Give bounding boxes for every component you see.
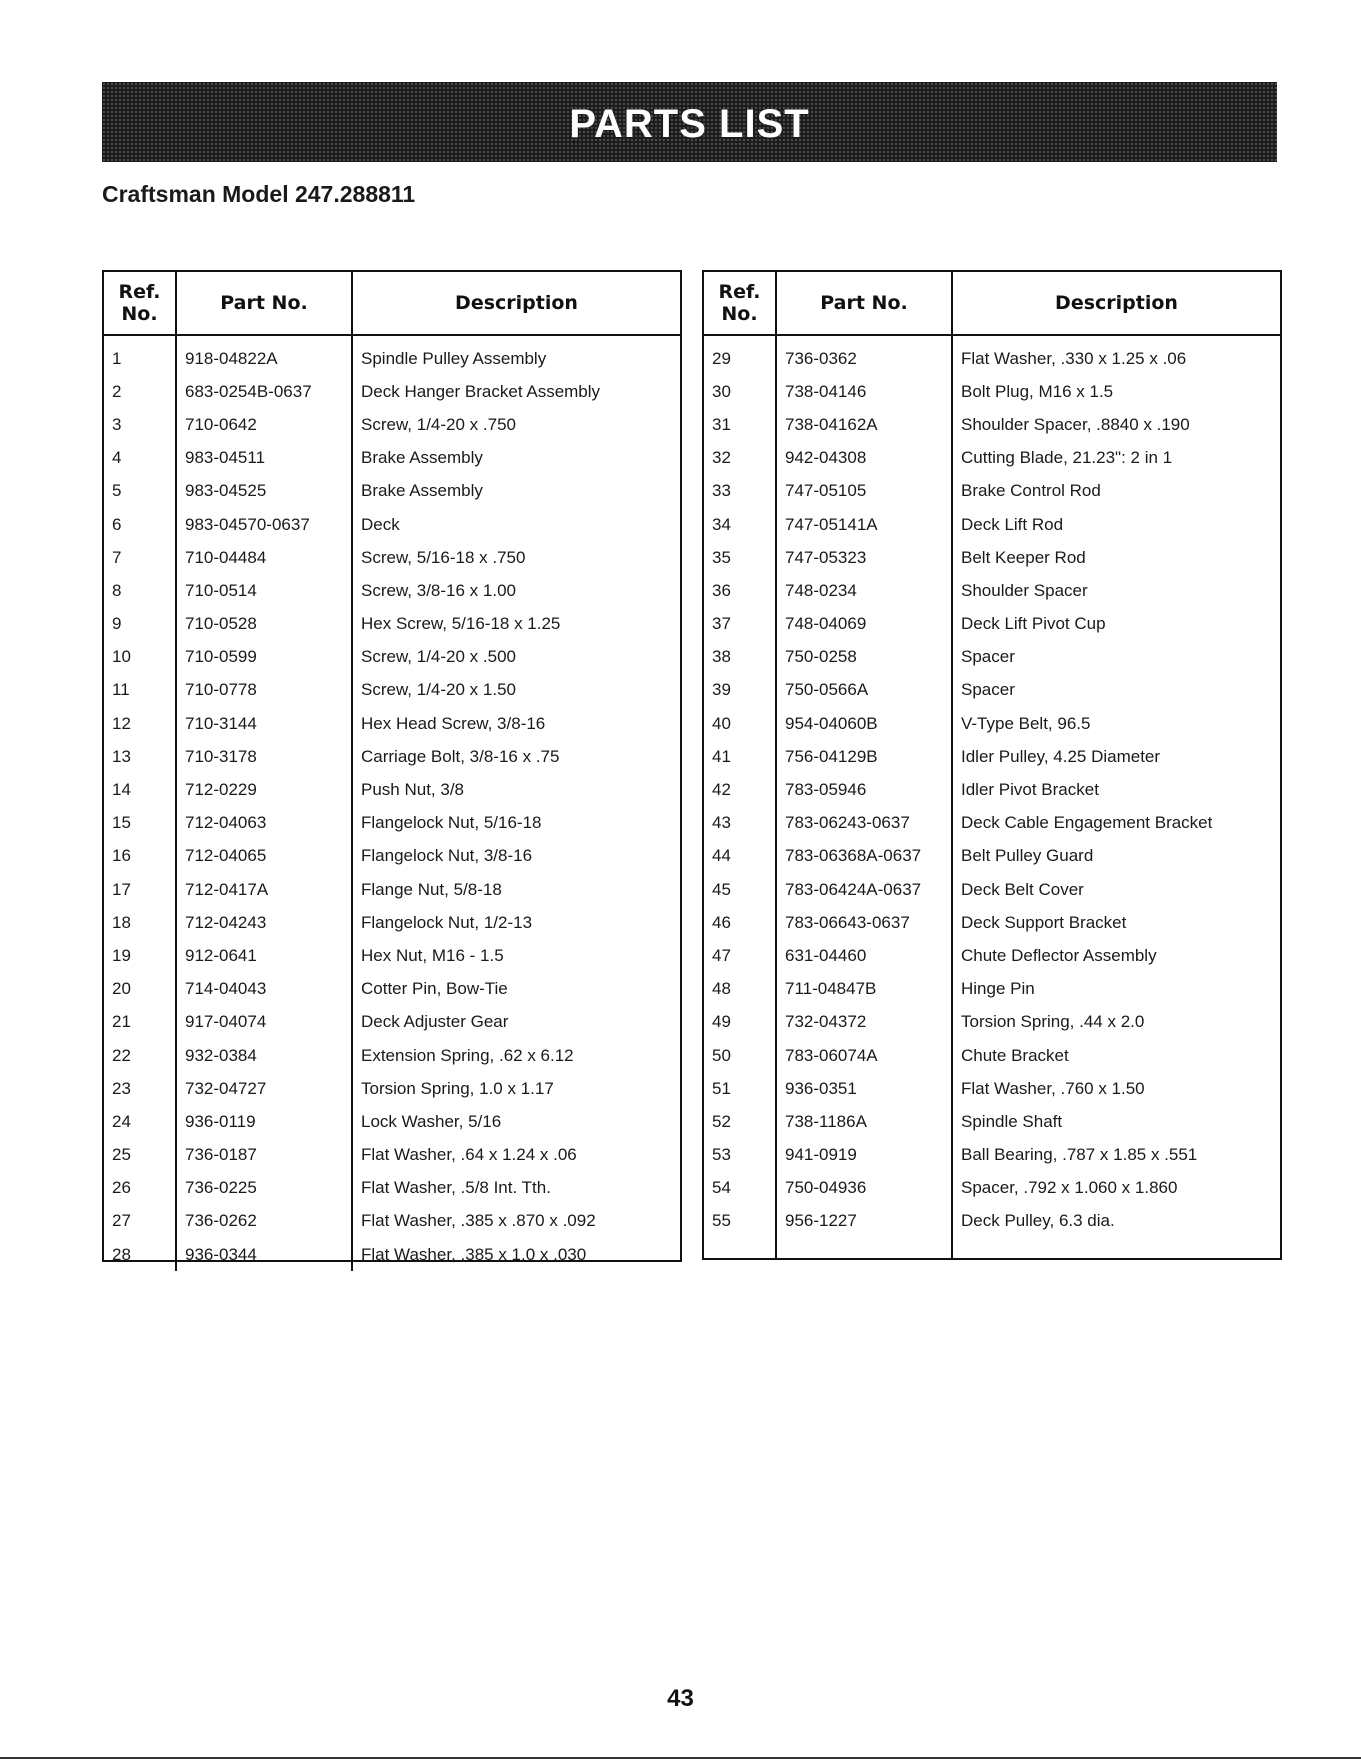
ref-no-cell: 46 [712,912,731,932]
table-row [704,408,1280,441]
ref-no-cell: 36 [712,580,731,600]
ref-no-cell: 42 [712,780,731,800]
part-no-cell: 712-0229 [176,773,352,806]
ref-no-cell: 21 [112,1012,131,1032]
table-row [704,1039,1280,1072]
description-cell: Flat Washer, .64 x 1.24 x .06 [352,1139,680,1172]
part-no-cell: 710-0599 [176,641,352,674]
part-no-cell: 710-0528 [176,608,352,641]
part-no-cell: 956-1227 [776,1205,952,1238]
part-no-cell: 912-0641 [176,939,352,972]
part-no-cell: 756-04129B [776,740,952,773]
ref-no-cell: 25 [112,1145,131,1165]
ref-no-cell: 29 [712,348,731,368]
part-no-cell: 710-3144 [176,707,352,740]
description-cell: Shoulder Spacer [952,574,1280,607]
table-row [104,475,680,508]
table-row [104,1238,680,1271]
description-cell: Flat Washer, .385 x 1.0 x .030 [352,1238,680,1271]
ref-no-cell: 19 [112,945,131,965]
part-no-cell: 732-04372 [776,1006,952,1039]
table-row [104,707,680,740]
table-row [104,608,680,641]
filler-cell [776,1238,952,1258]
part-no-cell: 983-04525 [176,475,352,508]
table-row [704,773,1280,806]
table-row [104,1072,680,1105]
ref-no-cell: 49 [712,1012,731,1032]
part-no-cell: 983-04511 [176,442,352,475]
ref-no-cell: 11 [112,680,130,700]
description-cell: Brake Control Rod [952,475,1280,508]
description-cell: Spindle Pulley Assembly [352,335,680,375]
ref-no-cell: 4 [112,448,122,468]
parts-table-right [702,270,1282,1260]
table-row [704,973,1280,1006]
description-cell: Deck Hanger Bracket Assembly [352,375,680,408]
table-row [704,641,1280,674]
part-no-cell: 712-0417A [176,873,352,906]
description-cell: Belt Pulley Guard [952,840,1280,873]
description-cell: Brake Assembly [352,475,680,508]
description-cell: Flat Washer, .760 x 1.50 [952,1072,1280,1105]
description-cell: Screw, 1/4-20 x .750 [352,408,680,441]
table-row [704,508,1280,541]
table-row [704,939,1280,972]
table-row [704,740,1280,773]
description-cell: Cotter Pin, Bow-Tie [352,973,680,1006]
part-no-cell: 710-0514 [176,574,352,607]
table-row [104,641,680,674]
table-row [104,973,680,1006]
part-no-cell: 736-0262 [176,1205,352,1238]
description-cell: Spacer [952,674,1280,707]
part-no-cell: 738-04146 [776,375,952,408]
part-no-cell: 736-0187 [176,1139,352,1172]
part-no-cell: 783-06424A-0637 [776,873,952,906]
ref-no-cell: 12 [112,713,131,733]
ref-no-cell: 17 [112,879,131,899]
description-cell: Screw, 3/8-16 x 1.00 [352,574,680,607]
table-row [704,840,1280,873]
part-no-cell: 783-06243-0637 [776,807,952,840]
page-title: PARTS LIST [569,101,810,146]
description-cell: Chute Deflector Assembly [952,939,1280,972]
ref-header-line1: Ref. [718,281,761,303]
part-no-cell: 932-0384 [176,1039,352,1072]
ref-no-cell: 27 [112,1211,131,1231]
table-row [104,375,680,408]
table-row [104,442,680,475]
description-cell: Deck Cable Engagement Bracket [952,807,1280,840]
table-row [104,508,680,541]
part-no-cell: 936-0344 [176,1238,352,1271]
table-row [104,1006,680,1039]
table-row [704,442,1280,475]
ref-no-cell: 51 [712,1078,731,1098]
ref-no-cell: 20 [112,979,131,999]
ref-no-cell: 35 [712,547,731,567]
table-row [104,807,680,840]
part-no-cell: 683-0254B-0637 [176,375,352,408]
ref-no-cell: 6 [112,514,122,534]
ref-no-cell: 23 [112,1078,131,1098]
description-cell: Push Nut, 3/8 [352,773,680,806]
ref-no-cell: 43 [712,813,731,833]
part-no-cell: 917-04074 [176,1006,352,1039]
description-cell: Flange Nut, 5/8-18 [352,873,680,906]
table-row [104,906,680,939]
description-cell: Ball Bearing, .787 x 1.85 x .551 [952,1139,1280,1172]
part-no-cell: 936-0351 [776,1072,952,1105]
part-no-cell: 783-06368A-0637 [776,840,952,873]
ref-no-cell: 15 [112,813,131,833]
description-cell: Deck Support Bracket [952,906,1280,939]
ref-no-cell: 3 [112,414,122,434]
ref-header-line2: No. [121,303,158,325]
description-cell: Flat Washer, .385 x .870 x .092 [352,1205,680,1238]
table-row [704,335,1280,375]
ref-no-cell: 32 [712,448,731,468]
ref-no-cell: 14 [112,780,131,800]
table-row [704,1139,1280,1172]
part-no-cell: 747-05323 [776,541,952,574]
table-row [704,375,1280,408]
part-no-cell: 712-04063 [176,807,352,840]
part-no-cell: 738-1186A [776,1105,952,1138]
description-cell: Deck Belt Cover [952,873,1280,906]
description-cell: Bolt Plug, M16 x 1.5 [952,375,1280,408]
table-row [704,906,1280,939]
table-row [704,1172,1280,1205]
ref-no-cell: 28 [112,1244,131,1264]
ref-no-cell: 38 [712,647,731,667]
table-row [104,939,680,972]
ref-no-cell: 54 [712,1178,731,1198]
table-row [104,574,680,607]
ref-no-cell: 7 [112,547,122,567]
table-row [104,840,680,873]
description-cell: Chute Bracket [952,1039,1280,1072]
ref-no-cell: 40 [712,713,731,733]
description-cell: Screw, 1/4-20 x 1.50 [352,674,680,707]
table-row [704,475,1280,508]
part-no-cell: 750-04936 [776,1172,952,1205]
table-row [704,574,1280,607]
description-cell: Lock Washer, 5/16 [352,1105,680,1138]
part-no-cell: 983-04570-0637 [176,508,352,541]
description-cell: Idler Pivot Bracket [952,773,1280,806]
table-row [704,1072,1280,1105]
table-row [704,807,1280,840]
table-row [104,1039,680,1072]
ref-no-cell: 10 [112,647,131,667]
ref-no-cell: 44 [712,846,731,866]
description-cell: Deck Lift Pivot Cup [952,608,1280,641]
description-cell: Spindle Shaft [952,1105,1280,1138]
table-row [704,674,1280,707]
part-no-cell: 736-0225 [176,1172,352,1205]
part-no-cell: 783-06643-0637 [776,906,952,939]
part-no-cell: 710-0642 [176,408,352,441]
bottom-rule [0,1757,1361,1759]
table-header-row [104,272,680,335]
table-row [704,707,1280,740]
part-no-cell: 748-0234 [776,574,952,607]
ref-no-cell: 53 [712,1145,731,1165]
ref-header-line2: No. [721,303,758,325]
description-cell: Screw, 1/4-20 x .500 [352,641,680,674]
description-cell: Hex Nut, M16 - 1.5 [352,939,680,972]
part-no-cell: 712-04243 [176,906,352,939]
table-row [704,1205,1280,1238]
filler-cell [704,1238,776,1258]
ref-no-cell: 33 [712,481,731,501]
part-no-cell: 783-05946 [776,773,952,806]
description-cell: Spacer, .792 x 1.060 x 1.860 [952,1172,1280,1205]
part-no-cell: 747-05105 [776,475,952,508]
table-row [104,873,680,906]
ref-no-cell: 13 [112,746,131,766]
table-row [704,1006,1280,1039]
description-cell: Flangelock Nut, 3/8-16 [352,840,680,873]
description-cell: Shoulder Spacer, .8840 x .190 [952,408,1280,441]
description-cell: Deck Pulley, 6.3 dia. [952,1205,1280,1238]
ref-no-cell: 30 [712,381,731,401]
header-banner [102,82,1277,162]
ref-no-cell: 16 [112,846,131,866]
ref-no-cell: 31 [712,414,731,434]
part-no-cell: 711-04847B [776,973,952,1006]
part-no-cell: 710-04484 [176,541,352,574]
part-no-cell: 954-04060B [776,707,952,740]
part-no-cell: 747-05141A [776,508,952,541]
part-no-header: Part No. [776,272,952,335]
description-cell: Extension Spring, .62 x 6.12 [352,1039,680,1072]
part-no-cell: 736-0362 [776,335,952,375]
description-cell: Brake Assembly [352,442,680,475]
ref-no-cell: 9 [112,614,122,634]
table-row [704,608,1280,641]
table-row [104,1139,680,1172]
ref-no-cell: 24 [112,1111,131,1131]
description-cell: Spacer [952,641,1280,674]
part-no-cell: 732-04727 [176,1072,352,1105]
part-no-cell: 710-3178 [176,740,352,773]
filler-cell [952,1238,1280,1258]
table-row [104,773,680,806]
table-row [104,1105,680,1138]
part-no-cell: 712-04065 [176,840,352,873]
description-cell: Hex Screw, 5/16-18 x 1.25 [352,608,680,641]
table-row [104,674,680,707]
part-no-cell: 738-04162A [776,408,952,441]
ref-no-cell: 50 [712,1045,731,1065]
description-cell: Screw, 5/16-18 x .750 [352,541,680,574]
part-no-cell: 748-04069 [776,608,952,641]
part-no-cell: 936-0119 [176,1105,352,1138]
part-no-cell: 918-04822A [176,335,352,375]
description-cell: Flangelock Nut, 5/16-18 [352,807,680,840]
part-no-cell: 942-04308 [776,442,952,475]
ref-no-cell: 1 [112,348,122,368]
ref-no-cell: 5 [112,481,122,501]
part-no-cell: 631-04460 [776,939,952,972]
description-cell: Deck Adjuster Gear [352,1006,680,1039]
ref-no-cell: 39 [712,680,731,700]
table-row [104,408,680,441]
description-cell: Torsion Spring, 1.0 x 1.17 [352,1072,680,1105]
description-cell: Belt Keeper Rod [952,541,1280,574]
ref-no-cell: 48 [712,979,731,999]
table-filler-row [704,1238,1280,1258]
ref-no-header [104,272,176,335]
table-header-row [704,272,1280,335]
description-header: Description [952,272,1280,335]
table-row [104,335,680,375]
table-row [104,1172,680,1205]
part-no-cell: 941-0919 [776,1139,952,1172]
description-header: Description [352,272,680,335]
ref-no-cell: 2 [112,381,122,401]
part-no-cell: 750-0258 [776,641,952,674]
model-heading: Craftsman Model 247.288811 [102,181,416,207]
part-no-cell: 750-0566A [776,674,952,707]
ref-no-cell: 41 [712,746,731,766]
description-cell: Cutting Blade, 21.23": 2 in 1 [952,442,1280,475]
table-row [104,1205,680,1238]
ref-no-cell: 18 [112,912,131,932]
ref-no-header [704,272,776,335]
table-row [104,541,680,574]
description-cell: V-Type Belt, 96.5 [952,707,1280,740]
ref-no-cell: 47 [712,945,731,965]
ref-no-cell: 45 [712,879,731,899]
table-row [704,873,1280,906]
table-row [704,1105,1280,1138]
description-cell: Flat Washer, .5/8 Int. Tth. [352,1172,680,1205]
ref-no-cell: 26 [112,1178,131,1198]
description-cell: Deck Lift Rod [952,508,1280,541]
ref-no-cell: 55 [712,1211,731,1231]
ref-no-cell: 37 [712,614,731,634]
part-no-cell: 710-0778 [176,674,352,707]
description-cell: Idler Pulley, 4.25 Diameter [952,740,1280,773]
table-row [704,541,1280,574]
ref-no-cell: 22 [112,1045,131,1065]
part-no-cell: 714-04043 [176,973,352,1006]
description-cell: Deck [352,508,680,541]
description-cell: Hex Head Screw, 3/8-16 [352,707,680,740]
part-no-header: Part No. [176,272,352,335]
description-cell: Hinge Pin [952,973,1280,1006]
description-cell: Flat Washer, .330 x 1.25 x .06 [952,335,1280,375]
description-cell: Carriage Bolt, 3/8-16 x .75 [352,740,680,773]
table-row [104,740,680,773]
parts-table-left [102,270,682,1262]
page-number: 43 [667,1685,694,1712]
description-cell: Flangelock Nut, 1/2-13 [352,906,680,939]
part-no-cell: 783-06074A [776,1039,952,1072]
ref-no-cell: 34 [712,514,731,534]
ref-header-line1: Ref. [118,281,161,303]
description-cell: Torsion Spring, .44 x 2.0 [952,1006,1280,1039]
ref-no-cell: 52 [712,1111,731,1131]
ref-no-cell: 8 [112,580,122,600]
